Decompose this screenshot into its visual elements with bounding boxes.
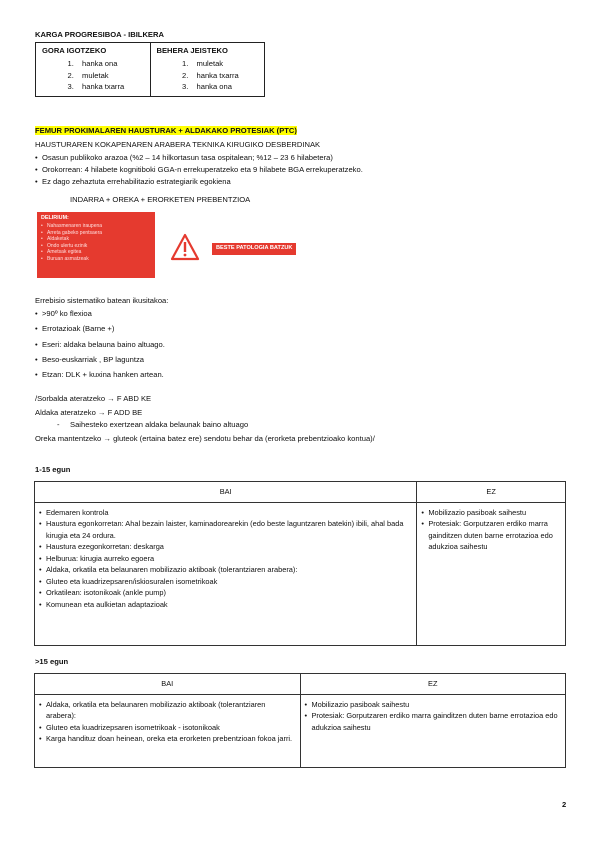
errebisio-item: • Eseri: aldaka belauna baino altuago. (35, 340, 435, 350)
errebisio-item: • >90º ko flexioa (35, 309, 435, 319)
delirium-item: • Nahasmenaren iraupena (41, 223, 151, 230)
bai-cell (35, 695, 301, 768)
errebisio-item: • Errotazioak (Barne +) (35, 324, 435, 334)
ez-header: EZ (417, 482, 566, 503)
ez-list (305, 699, 562, 733)
bai-list (39, 699, 296, 745)
delirium-item: • Ondo ulertu ezinik (41, 243, 151, 250)
delirium-title: DELIRIUM: (41, 215, 69, 221)
warning-triangle-icon (170, 233, 200, 261)
behera-title: BEHERA JEISTEKO (156, 46, 228, 55)
gora-item: 1. hanka ona (76, 59, 144, 69)
section-1-15-title: 1-15 egun (35, 465, 71, 474)
gora-list (42, 59, 144, 92)
errebisio-item: • Etzan: DLK + kuxina hanken artean. (35, 370, 435, 380)
sorbalda-line: /Sorbalda ateratzeko → F ABD KE (35, 394, 152, 403)
behera-item: 1. muletak (191, 59, 259, 69)
bai-item: • Orkatilean: isotonikoak (ankle pump) (39, 587, 412, 598)
bai-item: • Aldaka, orkatila eta belaunaren mobilizazio aktiboak (tolerantziaren arabera): (39, 564, 412, 575)
bai-header: BAI (35, 482, 417, 503)
delirium-list (41, 223, 151, 262)
delirium-item: • Aldaketak (41, 236, 151, 243)
intro-bullet: • Orokorrean: 4 hilabete kognitiboki GGA-n errekuperatzeko eta 9 hilabete BGA errekuperatzeko. (35, 165, 575, 175)
page-number: 2 (562, 800, 567, 809)
ez-item: • Mobilizazio pasiboak saihestu (305, 699, 562, 710)
behera-list (157, 59, 259, 92)
intro-bullet: • Osasun publikoko arazoa (%2 – 14 hilkortasun tasa ospitalean; %12 – 23 6 hilabetera) (35, 153, 575, 163)
bai-list (39, 507, 412, 610)
behera-cell (150, 43, 265, 97)
bai-cell (35, 503, 417, 646)
delirium-item: • Arreta gabeko pentsaera (41, 230, 151, 237)
bai-item: • Gluteo eta kuadrizepsaren isometrikoak - isotonikoak (39, 722, 296, 733)
ez-list (421, 507, 561, 553)
bai-item: • Gluteo eta kuadrizepsaren/iskiosuralen isometrikoak (39, 576, 412, 587)
delirium-item: • Ametsak egitea (41, 249, 151, 256)
behera-item: 3. hanka ona (191, 82, 259, 92)
section-heading-karga: KARGA PROGRESIBOA - IBILKERA (35, 30, 164, 39)
bai-item: • Karga handituz doan heinean, oreka eta erorketen prebentzioan fokoa jarri. (39, 733, 296, 744)
dash-mark: - (57, 420, 60, 429)
delirium-box (37, 212, 155, 278)
bai-item: • Helburua: kirugia aurreko egoera (39, 553, 412, 564)
subtitle: HAUSTURAREN KOKAPENAREN ARABERA TEKNIKA KIRUGIKO DESBERDINAK (35, 140, 321, 149)
ez-header: EZ (300, 674, 566, 695)
gora-title: GORA IGOTZEKO (42, 46, 107, 55)
bai-item: • Aldaka, orkatila eta belaunaren mobilizazio aktiboak (tolerantziaren arabera): (39, 699, 296, 722)
ez-item: • Protesiak: Gorputzaren erdiko marra gainditzen duten barne errotazioa edo adukzioa saihestu (421, 518, 561, 552)
femur-title-text: FEMUR PROKIMALAREN HAUSTURAK + ALDAKAKO PROTESIAK (PTC) (35, 126, 297, 135)
table-1-15 (34, 481, 566, 646)
bai-item: • Haustura egonkorretan: Ahal bezain laister, kaminadorearekin (edo beste laguntzaren batekin) ibili, ahal bada kirugia eta 24 ordura. (39, 518, 412, 541)
delirium-item: • Buruan asmatzeak (41, 256, 151, 263)
gora-item: 3. hanka txarra (76, 82, 144, 92)
section-15-plus-title: >15 egun (35, 657, 69, 666)
beste-patologia-label: BESTE PATOLOGIA BATZUK (212, 243, 296, 255)
bai-item: • Edemaren kontrola (39, 507, 412, 518)
intro-bullet: • Ez dago zehaztuta errehabilitazio estrategiarik egokiena (35, 177, 575, 187)
gora-item: 2. muletak (76, 71, 144, 81)
ez-item: • Protesiak: Gorputzaren erdiko marra gainditzen duten barne errotazioa edo adukzioa saihestu (305, 710, 562, 733)
errebisio-list (35, 309, 435, 385)
errebisio-item: • Beso-euskarriak , BP laguntza (35, 355, 435, 365)
gora-cell (36, 43, 151, 97)
behera-item: 2. hanka txarra (191, 71, 259, 81)
aldaka-line: Aldaka ateratzeko → F ADD BE (35, 408, 143, 417)
bai-item: • Komunean eta aulkietan adaptazioak (39, 599, 412, 610)
ez-cell (417, 503, 566, 646)
table-15-plus (34, 673, 566, 768)
indarra-line: INDARRA + OREKA + ERORKETEN PREBENTZIOA (70, 195, 251, 204)
bai-item: • Haustura ezegonkorretan: deskarga (39, 541, 412, 552)
stairs-table (35, 42, 265, 97)
saihesteko-line: Saihesteko exertzean aldaka belaunak baino altuago (70, 420, 249, 429)
oreka-line: Oreka mantentzeko → gluteok (ertaina batez ere) sendotu behar da (erorketa prebentzioako kontua)/ (35, 434, 375, 443)
ez-item: • Mobilizazio pasiboak saihestu (421, 507, 561, 518)
errebisio-title: Errebisio sistematiko batean ikusitakoa: (35, 296, 169, 305)
bai-header: BAI (35, 674, 301, 695)
intro-bullets (35, 153, 575, 188)
femur-title (35, 126, 297, 136)
ez-cell (300, 695, 566, 768)
